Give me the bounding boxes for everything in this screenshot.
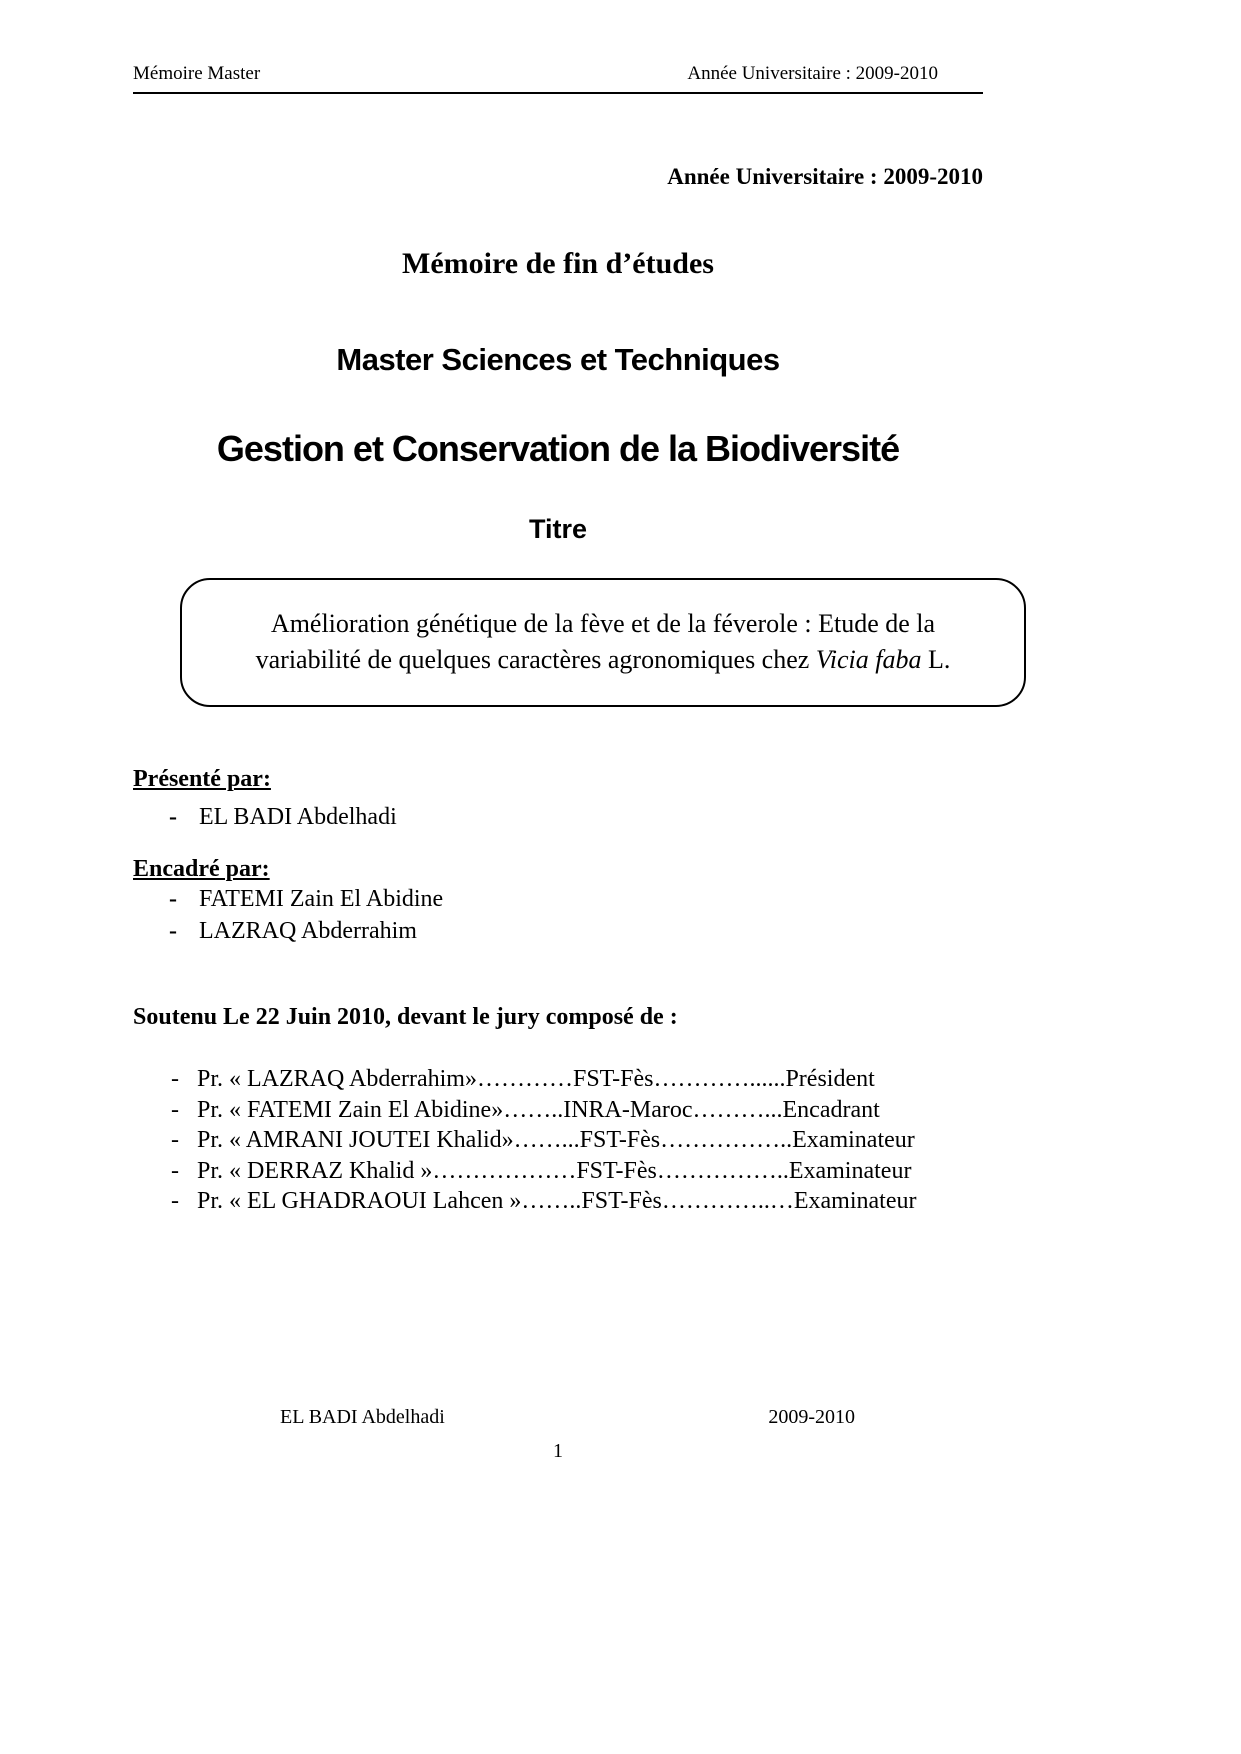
dash-bullet: -: [171, 1066, 179, 1092]
page-header: [133, 64, 983, 94]
jury-member-text: Pr. « AMRANI JOUTEI Khalid»……...FST-Fès……………..Examinateur: [197, 1127, 915, 1153]
supervised-by-section: [133, 856, 983, 947]
presented-by-section: [133, 766, 983, 833]
footer-year: 2009-2010: [768, 1406, 855, 1428]
defense-intro-line: Soutenu Le 22 Juin 2010, devant le jury composé de :: [133, 1004, 678, 1030]
supervisor-name: FATEMI Zain El Abidine: [199, 886, 444, 912]
jury-member-text: Pr. « DERRAZ Khalid »………………FST-Fès……………..Examinateur: [197, 1157, 912, 1184]
dash-bullet: -: [171, 1096, 179, 1123]
thesis-title-line2-suffix: L.: [921, 645, 951, 675]
jury-member-text: Pr. « LAZRAQ Abderrahim»…………FST-Fès…………......Président: [197, 1066, 875, 1092]
jury-member-text: Pr. « FATEMI Zain El Abidine»……..INRA-Maroc………...Encadrant: [197, 1096, 880, 1123]
jury-member-row: [171, 1156, 1013, 1187]
specialty-title: Gestion et Conservation de la Biodiversité: [216, 428, 900, 469]
jury-list: [133, 1064, 1013, 1217]
jury-member-row: [171, 1064, 1013, 1095]
page-footer: [280, 1406, 855, 1429]
presented-by-item: [169, 801, 983, 833]
jury-member-text: Pr. « EL GHADRAOUI Lahcen »……..FST-Fès…………..…Examinateur: [197, 1188, 917, 1214]
thesis-title-line1: Amélioration génétique de la fève et de la féverole : Etude de la: [270, 609, 936, 638]
titre-label: Titre: [528, 514, 588, 544]
thesis-title-species-name: Vicia faba: [815, 645, 922, 675]
presented-by-name: EL BADI Abdelhadi: [199, 804, 397, 830]
supervisor-item: [169, 883, 983, 915]
jury-member-row: [171, 1125, 1013, 1156]
supervisor-name: LAZRAQ Abderrahim: [199, 918, 417, 944]
supervisor-item: [169, 915, 983, 947]
header-left-text: Mémoire Master: [133, 63, 261, 84]
footer-author: EL BADI Abdelhadi: [280, 1406, 445, 1428]
page-number: 1: [553, 1440, 563, 1462]
master-program-title: Master Sciences et Techniques: [336, 342, 780, 377]
supervised-by-label: Encadré par:: [133, 856, 270, 882]
thesis-title-box: [180, 578, 1026, 707]
presented-by-label: Présenté par:: [133, 766, 271, 792]
dash-bullet: -: [171, 1157, 179, 1184]
thesis-type-title: Mémoire de fin d’études: [402, 247, 714, 280]
thesis-title-line2-prefix: variabilité de quelques caractères agronomiques chez: [255, 645, 816, 675]
year-line: Année Universitaire : 2009-2010: [667, 164, 983, 189]
dash-bullet: -: [169, 804, 177, 830]
dash-bullet: -: [171, 1127, 179, 1153]
dash-bullet: -: [169, 886, 177, 912]
jury-member-row: [171, 1095, 1013, 1126]
dash-bullet: -: [169, 918, 177, 944]
jury-member-row: [171, 1186, 1013, 1217]
dash-bullet: -: [171, 1188, 179, 1214]
header-right-text: Année Universitaire : 2009-2010: [687, 63, 938, 84]
thesis-title-line2: [196, 642, 1010, 678]
